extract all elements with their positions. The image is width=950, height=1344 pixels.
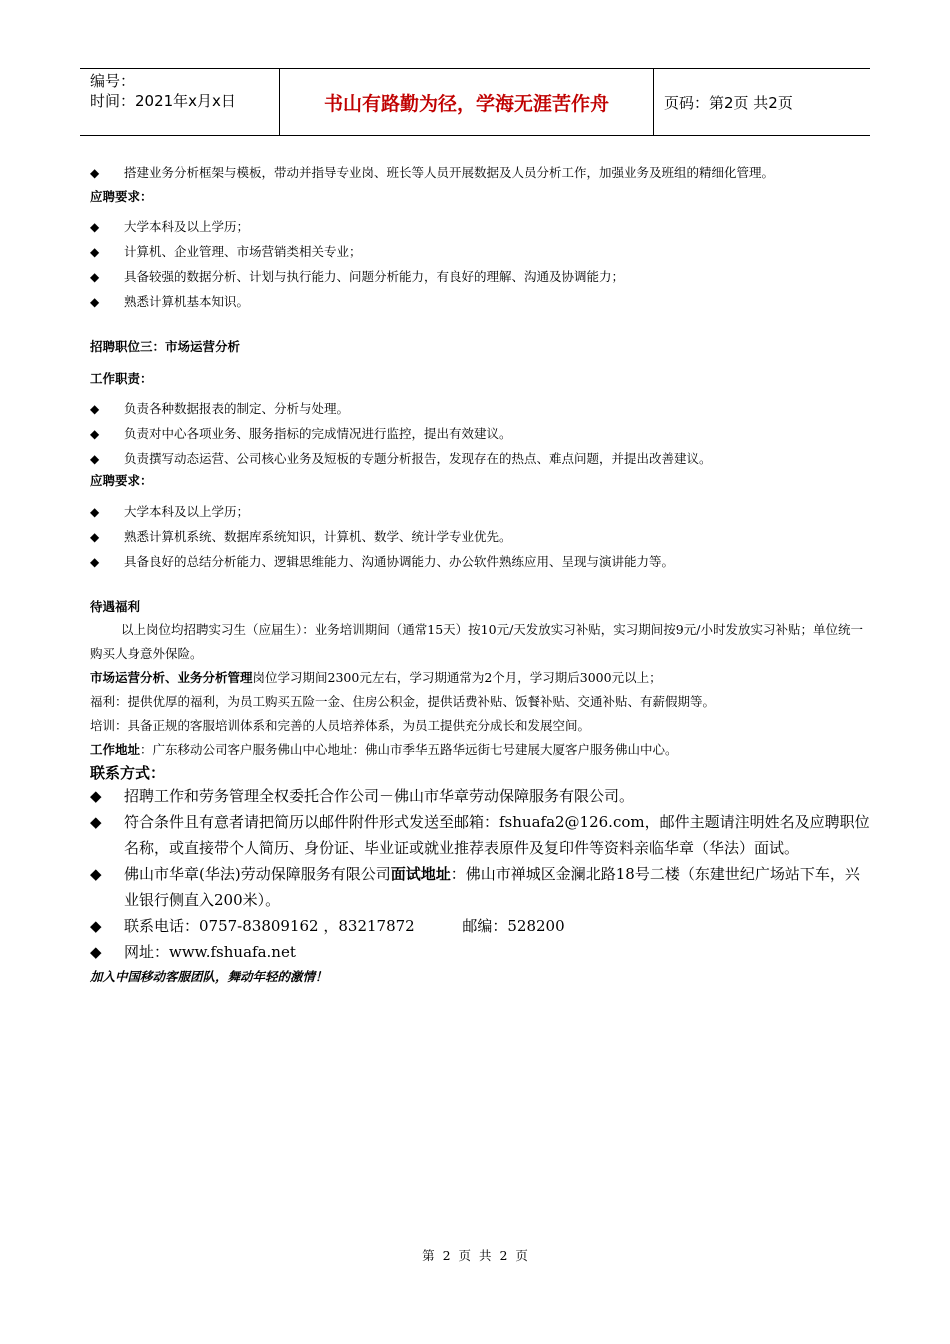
diamond-bullet-icon: ◆: [90, 865, 102, 883]
section-heading: 应聘要求：: [90, 473, 153, 488]
list-item: [90, 809, 870, 861]
contact-heading: 联系方式：: [90, 764, 166, 782]
section-heading: 工作职责：: [90, 371, 153, 386]
diamond-bullet-icon: ◆: [90, 505, 100, 519]
page-header: [80, 68, 870, 136]
benefits-heading: 待遇福利: [90, 599, 141, 614]
list-item: ◆ 负责各种数据报表的制定、分析与处理。: [90, 401, 350, 416]
list-item: ◆ 熟悉计算机基本知识。: [90, 294, 250, 309]
contact-list: [90, 784, 880, 965]
intern-paragraph: 以上岗位均招聘实习生（应届生）：业务培训期间（通常15天）按10元/天发放实习补贴，实习期间按9元/小时发放实习补贴；单位统一购买人身意外保险。: [90, 622, 863, 661]
training-paragraph: 培训：具备正规的客服培训体系和完善的人员培养体系，为员工提供充分成长和发展空间。: [90, 718, 591, 733]
diamond-bullet-icon: ◆: [90, 530, 100, 544]
diamond-bullet-icon: ◆: [90, 555, 100, 569]
salary-bold-label: 市场运营分析、业务分析管理: [90, 670, 253, 685]
document-body: [90, 164, 880, 985]
diamond-bullet-icon: ◆: [90, 166, 100, 180]
list-item: ◆ 大学本科及以上学历；: [90, 504, 250, 519]
diamond-bullet-icon: ◆: [90, 402, 100, 416]
address-label: 工作地址: [90, 742, 141, 757]
header-meta: [80, 69, 280, 135]
diamond-bullet-icon: ◆: [90, 787, 102, 805]
website-link[interactable]: 网址：www.fshuafa.net: [124, 943, 296, 961]
salary-paragraph: 市场运营分析、业务分析管理岗位学习期间2300元左右，学习期通常为2个月，学习期后3000元以上；: [90, 670, 662, 685]
position-title: 招聘职位三：市场运营分析: [90, 339, 241, 354]
header-motto: 书山有路勤为径，学海无涯苦作舟: [280, 69, 654, 135]
list-item: ◆ 佛山市华章(华法)劳动保障服务有限公司面试地址：佛山市禅城区金澜北路18号二楼（东建世纪广场站下车，兴业银行侧直入200米）。: [90, 861, 870, 913]
page-footer: 第 2 页 共 2 页: [422, 1248, 528, 1263]
list-item: ◆ 大学本科及以上学历；: [90, 219, 250, 234]
header-page-code: 页码：第2页 共2页: [664, 93, 793, 112]
list-item: [90, 939, 870, 965]
list-item: [90, 913, 870, 939]
interview-address-label: 面试地址: [390, 865, 451, 883]
work-address: 工作地址：广东移动公司客户服务佛山中心地址：佛山市季华五路华远街七号建展大厦客户服务佛山中心。: [90, 742, 678, 757]
list-item: ◆ 具备较强的数据分析、计划与执行能力、问题分析能力，有良好的理解、沟通及协调能力；: [90, 269, 625, 284]
email-text: 符合条件且有意者请把简历以邮件附件形式发送至邮箱：fshuafa2@126.com，邮件主题请注明姓名及应聘职位名称，或直接带个人简历、身份证、毕业证或就业推荐表原件及复印件等资料亲临华章（华法）面试。: [124, 813, 870, 857]
diamond-bullet-icon: ◆: [90, 427, 100, 441]
diamond-bullet-icon: ◆: [90, 220, 100, 234]
diamond-bullet-icon: ◆: [90, 917, 102, 935]
date-label: 时间：2021年x月x日: [90, 92, 236, 110]
diamond-bullet-icon: ◆: [90, 813, 102, 831]
list-item: ◆ 具备良好的总结分析能力、逻辑思维能力、沟通协调能力、办公软件熟练应用、呈现与演讲能力等。: [90, 554, 675, 569]
diamond-bullet-icon: ◆: [90, 943, 102, 961]
list-item: ◆ 负责对中心各项业务、服务指标的完成情况进行监控，提出有效建议。: [90, 426, 512, 441]
diamond-bullet-icon: ◆: [90, 452, 100, 466]
diamond-bullet-icon: ◆: [90, 245, 100, 259]
section-heading: 应聘要求：: [90, 189, 153, 204]
diamond-bullet-icon: ◆: [90, 270, 100, 284]
phone-text: 联系电话：0757-83809162 ，83217872 邮编：528200: [124, 917, 565, 935]
list-item: ◆ 熟悉计算机系统、数据库系统知识，计算机、数学、统计学专业优先。: [90, 529, 512, 544]
list-item: ◆ 计算机、企业管理、市场营销类相关专业；: [90, 244, 362, 259]
slogan: 加入中国移动客服团队，舞动年轻的激情！: [90, 969, 328, 984]
list-item: ◆ 负责撰写动态运营、公司核心业务及短板的专题分析报告，发现存在的热点、难点问题，并提出改善建议。: [90, 451, 712, 466]
welfare-paragraph: 福利：提供优厚的福利，为员工购买五险一金、住房公积金，提供话费补贴、饭餐补贴、交通补贴、有薪假期等。: [90, 694, 716, 709]
serial-label: 编号：: [90, 72, 136, 90]
list-item: ◆ 搭建业务分析框架与模板，带动并指导专业岗、班长等人员开展数据及人员分析工作，加强业务及班组的精细化管理。: [90, 165, 775, 180]
diamond-bullet-icon: ◆: [90, 295, 100, 309]
list-item: ◆ 招聘工作和劳务管理全权委托合作公司－佛山市华章劳动保障服务有限公司。: [90, 784, 870, 809]
